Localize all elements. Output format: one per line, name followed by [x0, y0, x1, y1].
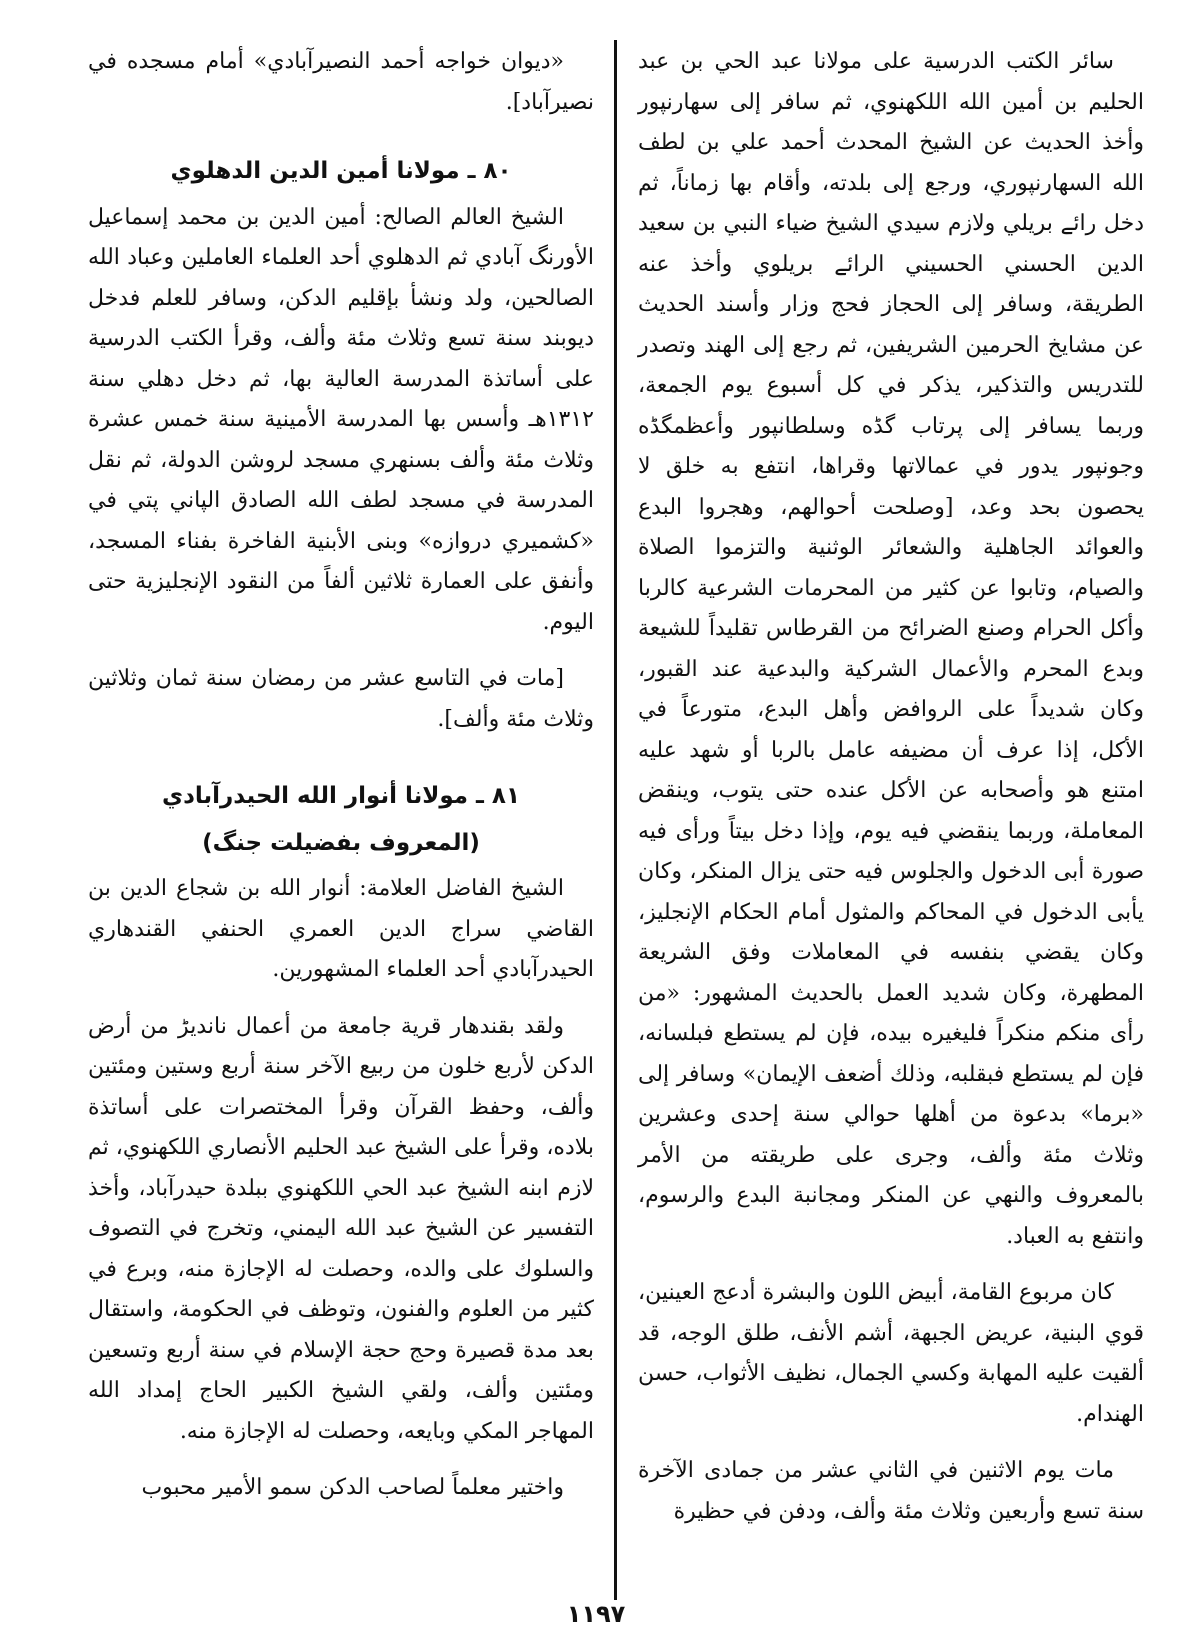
page-number: ١١٩٧: [566, 1600, 626, 1628]
entry-81-heading: ٨١ ـ مولانا أنوار الله الحيدرآبادي: [161, 783, 520, 809]
entry-81-paragraph-intro: الشيخ الفاضل العلامة: أنوار الله بن شجاع الدين بن القاضي سراج الدين العمري الحنفي القندهاري الحيدرآبادي أحد العلماء المشهورين.: [88, 876, 594, 982]
left-column: [88, 42, 594, 1509]
entry-81-paragraph-continued: واختير معلماً لصاحب الدكن سمو الأمير محبوب: [141, 1475, 564, 1500]
paragraph-intro: «ديوان خواجه أحمد النصيرآبادي» أمام مسجده في نصيرآباد].: [88, 49, 594, 115]
column-divider: [614, 40, 617, 1600]
entry-80-death: [مات في التاسع عشر من رمضان سنة ثمان وثلاثين وثلاث مئة وألف].: [88, 666, 594, 732]
paragraph-continued-biography: سائر الكتب الدرسية على مولانا عبد الحي بن عبد الحليم بن أمين الله اللكهنوي، ثم سافر إلى سهارنپور وأخذ الحديث عن الشيخ المحدث أحمد علي بن لطف الله السهارنپوري، ورجع إلى بلدته، وأقام بها زماناً، ثم دخل رائے بريلي ولازم سيدي الشيخ ضياء النبي بن سعيد الدين الحسني الحسيني الرائے بريلوي وأخذ عنه الطريقة، وسافر إلى الحجاز فحج وزار وأسند الحديث عن مشايخ الحرمين الشريفين، ثم رجع إلى الهند وتصدر للتدريس والتذكير، يذكر في كل أسبوع يوم الجمعة، وربما يسافر إلى پرتاب گڈه وسلطانپور وأعظمگڈه وجونپور يدور في عمالاتها وقراها، انتفع به خلق لا يحصون بحد وعد، [وصلحت أحوالهم، وهجروا البدع والعوائد الجاهلية والشعائر الوثنية والتزموا الصلاة والصيام، وتابوا عن كثير من المحرمات الشرعية كالربا وأكل الحرام وصنع الضرائح من القرطاس تقليداً للشيعة وبدع المحرم والأعمال الشركية والبدعية عند القبور، وكان شديداً على الروافض وأهل البدع، متورعاً في الأكل، إذا عرف أن مضيفه عامل بالربا أو شهد عليه امتنع هو وأصحابه عن الأكل عنده حتى يتوب، وينقض المعاملة، وربما ينقضي فيه يوم، وإذا دخل بيتاً ورأى فيه صورة أبى الدخول والجلوس فيه حتى يزال المنكر، وكان يأبى الدخول في المحاكم والمثول أمام الحكام الإنجليز، وكان يقضي بنفسه في المعاملات وفق الشريعة المطهرة، وكان شديد العمل بالحديث المشهور: «من رأى منكم منكراً فليغيره بيده، فإن لم يستطع فبلسانه، فإن لم يستطع فبقلبه، وذلك أضعف الإيمان» وسافر إلى «برما» بدعوة من أهلها حوالي سنة إحدى وعشرين وثلاث مئة وألف، وجرى على طريقته من الأمر بالمعروف والنهي عن المنكر ومجانبة البدع والرسوم، وانتفع به العباد.: [638, 49, 1144, 1249]
entry-80-heading: ٨٠ ـ مولانا أمين الدين الدهلوي: [170, 158, 512, 184]
paragraph-physical-description: كان مربوع القامة، أبيض اللون والبشرة أدعج العينين، قوي البنية، عريض الجبهة، أشم الأنف، طلق الوجه، قد ألقيت عليه المهابة وكسي الجمال، نظيف الأثواب، حسن الهندام.: [638, 1280, 1144, 1427]
entry-81-subheading: (المعروف بفضيلت جنگ): [202, 829, 480, 856]
right-column: [638, 42, 1144, 1532]
entry-80-paragraph: الشيخ العالم الصالح: أمين الدين بن محمد إسماعيل الأورنگ آبادي ثم الدهلوي أحد العلماء العاملين وعباد الله الصالحين، ولد ونشأ بإقليم الدكن، وسافر للعلم فدخل ديوبند سنة تسع وثلاث مئة وألف، وقرأ الكتب الدرسية على أساتذة المدرسة العالية بها، ثم دخل دهلي سنة ١٣١٢هـ وأسس بها المدرسة الأمينية سنة خمس عشرة وثلاث مئة وألف بسنهري مسجد لروشن الدولة، ثم نقل المدرسة في مسجد لطف الله الصادق الپاني پتي في «كشميري دروازه» وبنى الأبنية الفاخرة بفناء المسجد، وأنفق على العمارة ثلاثين ألفاً من النقود الإنجليزية حتى اليوم.: [88, 204, 594, 635]
entry-81-paragraph-biography: ولقد بقندهار قرية جامعة من أعمال نانديڑ من أرض الدكن لأربع خلون من ربيع الآخر سنة أربع وستين ومئتين وألف، وحفظ القرآن وقرأ المختصرات على أساتذة بلاده، وقرأ على الشيخ عبد الحليم الأنصاري اللكهنوي، ثم لازم ابنه الشيخ عبد الحي اللكهنوي ببلدة حيدرآباد، وأخذ التفسير عن الشيخ عبد الله اليمني، وتخرج في التصوف والسلوك على والده، وحصلت له الإجازة منه، وبرع في كثير من العلوم والفنون، وتوظف في الحكومة، واستقال بعد مدة قصيرة وحج حجة الإسلام في سنة أربع وتسعين ومئتين وألف، ولقي الشيخ الكبير الحاج إمداد الله المهاجر المكي وبايعه، وحصلت له الإجازة منه.: [88, 1013, 594, 1444]
paragraph-death: مات يوم الاثنين في الثاني عشر من جمادى الآخرة سنة تسع وأربعين وثلاث مئة وألف، ودفن في حظيرة: [638, 1458, 1144, 1524]
